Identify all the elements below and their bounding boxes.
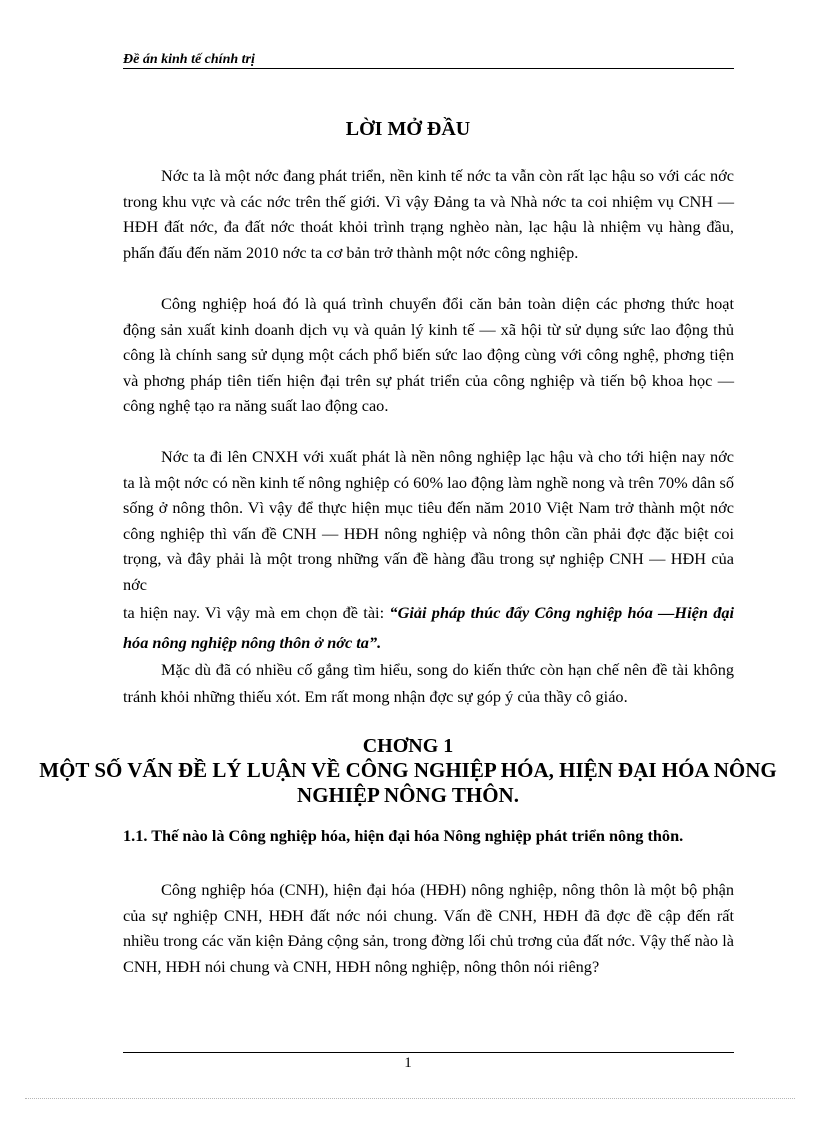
- chapter-number: CHƠNG 1: [362, 735, 454, 757]
- topic-lead-in: ta hiện nay. Vì vậy mà em chọn đề tài:: [123, 603, 390, 622]
- header-rule: [123, 68, 734, 69]
- intro-paragraph-3: Nớc ta đi lên CNXH với xuất phát là nền nông nghiệp lạc hậu và cho tới hiện nay nớc ta là một nớc có nền kinh tế nông nghiệp có 60% lao động làm nghề nong và trên 70% dân số sống ở nông thôn. Vì vậy để thực hiện mục tiêu đến năm 2010 Việt Nam trở thành một nớc công nghiệp thì vấn đề CNH — HĐH nông nghiệp và nông thôn cần phải đợc đặc biệt coi trọng, và đây phải là một trong những vấn đề hàng đầu trong sự nghiệp CNH — HĐH của nớc: [123, 447, 734, 594]
- running-header: Đề án kinh tế chính trị: [123, 52, 255, 67]
- page-number: 1: [404, 1055, 412, 1071]
- intro-paragraph-2: Công nghiệp hoá đó là quá trình chuyển đổi căn bản toàn diện các phơng thức hoạt động sản xuất kinh doanh dịch vụ và quản lý kinh tế — xã hội từ sử dụng sức lao động thủ công là chính sang sử dụng một cách phổ biến sức lao động cùng với công nghệ, phơng tiện và phơng pháp tiên tiến hiện đại trên sự phát triển của công nghiệp và tiến bộ khoa học — công nghệ tạo ra năng suất lao động cao.: [123, 294, 734, 416]
- intro-paragraph-4: Mặc dù đã có nhiều cố gắng tìm hiểu, song do kiến thức còn hạn chế nên đề tài không tránh khỏi những thiếu xót. Em rất mong nhận đợc sự góp ý của thầy cô giáo.: [123, 660, 734, 706]
- section-heading: 1.1. Thế nào là Công nghiệp hóa, hiện đại hóa Nông nghiệp phát triển nông thôn.: [123, 826, 684, 845]
- footer-rule: [123, 1052, 734, 1053]
- section-paragraph-1: Công nghiệp hóa (CNH), hiện đại hóa (HĐH) nông nghiệp, nông thôn là một bộ phận của sự nghiệp CNH, HĐH đất nớc nói chung. Vấn đề CNH, HĐH đã đợc đề cập đến rất nhiều trong các văn kiện Đảng cộng sản, trong đờng lối chủ trơng của đất nớc. Vậy thế nào là CNH, HĐH nói chung và CNH, HĐH nông nghiệp, nông thôn nói riêng?: [123, 880, 734, 976]
- topic-title: “Giải pháp thúc đẩy Công nghiệp hóa —Hiện đại hóa nông nghiệp nông thôn ở nớc ta”.: [123, 603, 734, 652]
- chapter-title: MỘT SỐ VẤN ĐỀ LÝ LUẬN VỀ CÔNG NGHIỆP HÓA, HIỆN ĐẠI HÓA NÔNG NGHIỆP NÔNG THÔN.: [39, 758, 777, 807]
- page-bottom-border: [25, 1098, 795, 1099]
- page-title: LỜI MỞ ĐẦU: [345, 118, 471, 140]
- intro-paragraph-1: Nớc ta là một nớc đang phát triển, nền kinh tế nớc ta vẫn còn rất lạc hậu so với các nớc trong khu vực và các nớc trên thế giới. Vì vậy Đảng ta và Nhà nớc ta coi nhiệm vụ CNH — HĐH đất nớc, đa đất nớc thoát khỏi trình trạng nghèo nàn, lạc hậu là nhiệm vụ hàng đầu, phấn đấu đến năm 2010 nớc ta cơ bản trở thành một nớc công nghiệp.: [123, 166, 734, 262]
- intro-paragraph-3-continued: [123, 598, 734, 658]
